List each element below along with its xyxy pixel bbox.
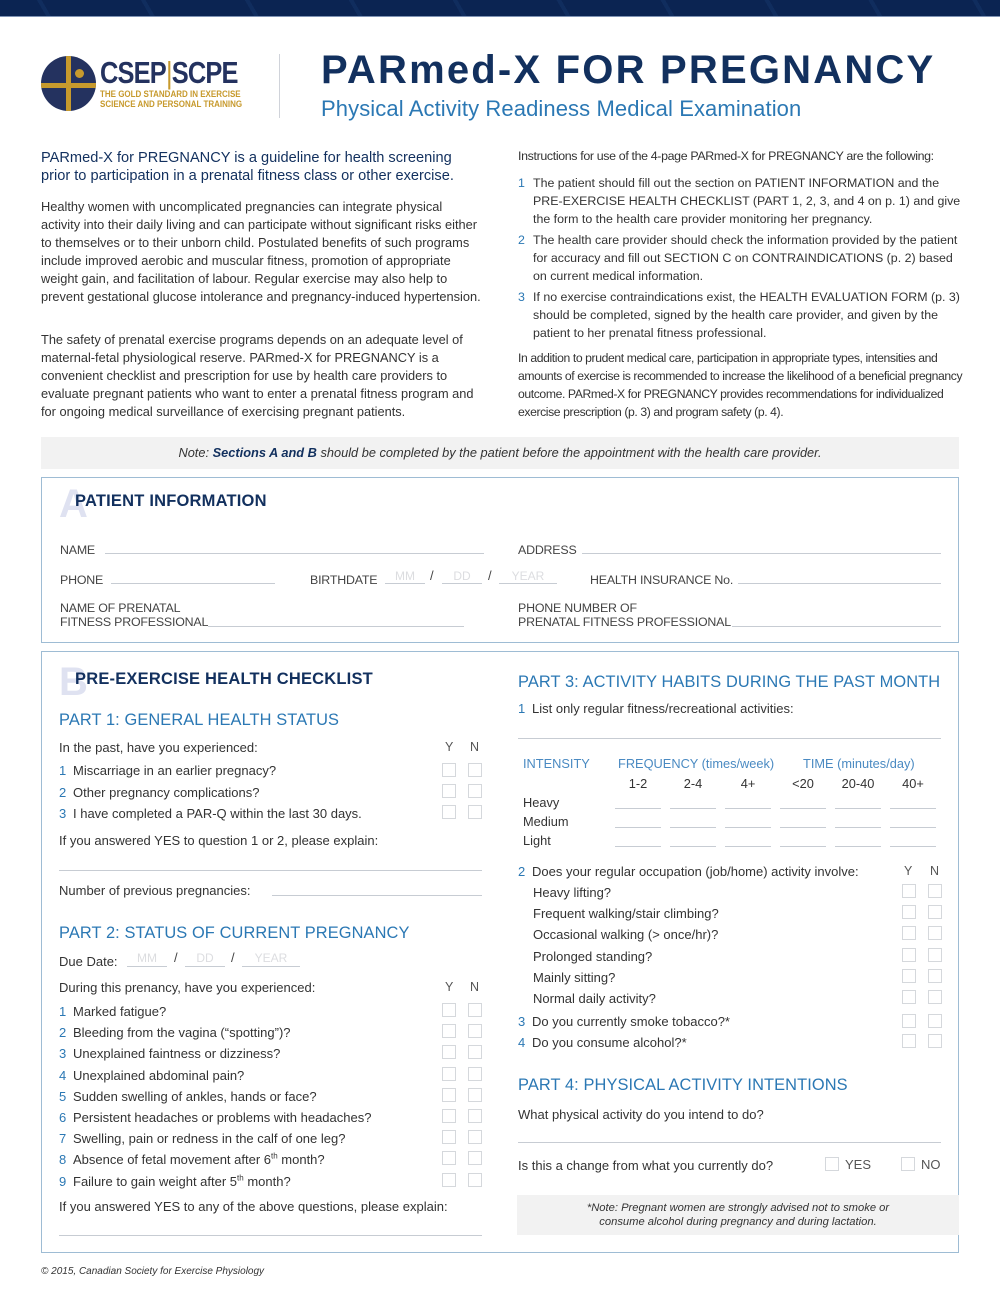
intro-paragraph-1: Healthy women with uncomplicated pregnancies can integrate physical activity into their daily living and can participate without significant risks either to themselves or to their unborn child. Postulated benefits of such programs include improved aerobic and muscular fitness, promotion of appropriate weight gain, and facilitation of labour. Regular exercise may also help to prevent gestational glucose intolerance and pregnancy-induced hypertension. xyxy=(41,199,481,304)
part-2-title: PART 2: STATUS OF CURRENT PREGNANCY xyxy=(59,924,410,942)
change-no-label: NO xyxy=(921,1157,941,1172)
part-2-q3-yes-checkbox[interactable] xyxy=(442,1045,456,1059)
part-2-question xyxy=(59,1174,291,1190)
instructions-footer: In addition to prudent medical care, participation in appropriate types, intensities and amounts of exercise is recommended to increase the likelihood of a beneficial pregnancy outcome. PARmed-X for PREGNANCY provides recommendations for individualized exercise prescription (p. 3) and program safety (p. 4). xyxy=(518,351,963,419)
grid-row-label: Heavy xyxy=(523,795,560,810)
instruction-text: The health care provider should check the information provided by the patient for accuracy and fill out SECTION C on CONTRAINDICATIONS (p. 2) based on current medical information. xyxy=(533,233,958,283)
question-number: 8 xyxy=(59,1152,67,1168)
part-2-question xyxy=(59,1004,166,1020)
instruction-number: 2 xyxy=(518,233,525,247)
yes-header: Y xyxy=(904,864,913,878)
occupation-item-no-checkbox[interactable] xyxy=(928,884,942,898)
question-text: Unexplained faintness or dizziness? xyxy=(73,1046,281,1062)
prenatal-prof-phone-label-1: PHONE NUMBER OF xyxy=(518,601,637,615)
part-2-q2-no-checkbox[interactable] xyxy=(468,1024,482,1038)
part-1-q1-yes-checkbox[interactable] xyxy=(442,763,456,777)
part-1-question xyxy=(59,763,276,779)
part-3-q2 xyxy=(518,864,859,880)
section-b-health-checklist xyxy=(41,651,959,1253)
birthdate-year-field[interactable] xyxy=(499,583,557,584)
yes-header: Y xyxy=(445,980,454,994)
address-label: ADDRESS xyxy=(518,543,577,557)
occupation-item-no-checkbox[interactable] xyxy=(928,926,942,940)
grid-cell-field[interactable] xyxy=(835,808,881,809)
question-text: Persistent headaches or problems with headaches? xyxy=(73,1110,372,1125)
birthdate-year-placeholder: YEAR xyxy=(511,569,545,583)
grid-cell-field[interactable] xyxy=(615,846,661,847)
due-date-label: Due Date: xyxy=(59,954,118,969)
header-divider xyxy=(279,54,280,118)
due-date-dd-placeholder: DD xyxy=(196,951,214,965)
part-2-question xyxy=(59,1025,291,1041)
grid-cell-field[interactable] xyxy=(780,846,826,847)
question-text: Unexplained abdominal pain? xyxy=(73,1067,245,1083)
grid-cell-field[interactable] xyxy=(890,827,936,828)
grid-column-header: 1-2 xyxy=(628,776,648,791)
occupation-item-yes-checkbox[interactable] xyxy=(902,926,916,940)
part-2-question xyxy=(59,1089,317,1105)
section-a-title: PATIENT INFORMATION xyxy=(75,492,267,510)
question-text: Miscarriage in an earlier pregnacy? xyxy=(73,763,277,778)
question-text: Other pregnancy complications? xyxy=(73,785,260,800)
part-2-q9-yes-checkbox[interactable] xyxy=(442,1173,456,1187)
instruction-text: If no exercise contraindications exist, the HEALTH EVALUATION FORM (p. 3) should be completed, signed by the health care provider, and given by the patient to her prenatal fitness professional. xyxy=(533,290,960,340)
prenatal-prof-name-label-1: NAME OF PRENATAL xyxy=(60,601,181,615)
part-2-question xyxy=(59,1131,345,1147)
frequency-header: FREQUENCY (times/week) xyxy=(618,756,775,771)
part-3-q3 xyxy=(518,1014,730,1030)
grid-cell-field[interactable] xyxy=(780,827,826,828)
occupation-item: Prolonged standing? xyxy=(533,948,653,964)
name-label: NAME xyxy=(60,543,95,557)
due-date-year-placeholder: YEAR xyxy=(254,951,288,965)
instruction-number: 3 xyxy=(518,290,525,304)
grid-cell-field[interactable] xyxy=(670,846,716,847)
instruction-text: The patient should fill out the section on PATIENT INFORMATION and the PRE-EXERCISE HEALTH CHECKLIST (PART 1, 2, 3, and 4 on p. 1) and give the form to the health care provider monitoring her pregnancy. xyxy=(533,176,961,226)
grid-cell-field[interactable] xyxy=(890,808,936,809)
grid-cell-field[interactable] xyxy=(780,808,826,809)
question-text: List only regular fitness/recreational activities: xyxy=(532,701,794,716)
question-number: 5 xyxy=(59,1088,67,1104)
instruction-item xyxy=(518,288,963,342)
part-2-q1-yes-checkbox[interactable] xyxy=(442,1003,456,1017)
due-date-year-field[interactable] xyxy=(242,966,300,967)
note-line-1: *Note: Pregnant women are strongly advised not to smoke or xyxy=(586,1202,890,1214)
grid-column-header: 40+ xyxy=(902,776,924,791)
part-3-q4 xyxy=(518,1035,687,1051)
occupation-item-yes-checkbox[interactable] xyxy=(902,905,916,919)
part-2-q9-no-checkbox[interactable] xyxy=(468,1173,482,1187)
question-text: Bleeding from the vagina (“spotting”)? xyxy=(73,1025,291,1041)
no-header: N xyxy=(930,864,940,878)
alcohol-no-checkbox[interactable] xyxy=(928,1034,942,1048)
intensity-header: INTENSITY xyxy=(523,756,590,771)
note-bold: Sections A and B xyxy=(212,445,317,460)
grid-cell-field[interactable] xyxy=(725,808,771,809)
top-banner xyxy=(0,0,1000,17)
part-1-explain-label: If you answered YES to question 1 or 2, please explain: xyxy=(59,833,379,848)
grid-column-header: 20-40 xyxy=(841,776,875,791)
copyright-footer: © 2015, Canadian Society for Exercise Physiology xyxy=(41,1266,265,1277)
question-number: 2 xyxy=(518,864,526,879)
part-2-question xyxy=(59,1110,371,1126)
birthdate-dd-field[interactable] xyxy=(442,583,482,584)
grid-column-header: 4+ xyxy=(740,776,756,791)
occupation-item: Frequent walking/stair climbing? xyxy=(533,906,719,922)
question-text: Does your regular occupation (job/home) activity involve: xyxy=(532,864,859,879)
grid-column-header: 2-4 xyxy=(683,776,703,791)
smoking-alcohol-note xyxy=(517,1195,959,1235)
grid-cell-field[interactable] xyxy=(670,808,716,809)
yes-header: Y xyxy=(445,740,454,754)
date-separator: / xyxy=(174,950,178,965)
change-yes-checkbox[interactable] xyxy=(825,1157,839,1171)
occupation-item: Normal daily activity? xyxy=(533,991,656,1006)
change-no-checkbox[interactable] xyxy=(901,1157,915,1171)
occupation-item-yes-checkbox[interactable] xyxy=(902,990,916,1004)
logo-tagline-2: SCIENCE AND PERSONAL TRAINING xyxy=(100,99,243,109)
time-header: TIME (minutes/day) xyxy=(803,756,915,771)
section-b-title: PRE-EXERCISE HEALTH CHECKLIST xyxy=(75,670,373,688)
part-3-activities-field[interactable] xyxy=(518,738,941,739)
question-text: Marked fatigue? xyxy=(73,1004,167,1019)
occupation-item-yes-checkbox[interactable] xyxy=(902,969,916,983)
page-title: PARmed-X FOR PREGNANCY xyxy=(321,48,936,92)
question-text: Failure to gain weight after 5 xyxy=(73,1173,238,1189)
question-number: 3 xyxy=(59,806,67,821)
health-insurance-label: HEALTH INSURANCE No. xyxy=(590,573,734,587)
part-2-q1-no-checkbox[interactable] xyxy=(468,1003,482,1017)
question-text: Sudden swelling of ankles, hands or face? xyxy=(73,1088,317,1104)
part-2-q7-no-checkbox[interactable] xyxy=(468,1130,482,1144)
question-number: 3 xyxy=(59,1046,67,1062)
grid-cell-field[interactable] xyxy=(725,827,771,828)
part-2-explain-label: If you answered YES to any of the above questions, please explain: xyxy=(59,1199,448,1214)
grid-cell-field[interactable] xyxy=(725,846,771,847)
question-number: 6 xyxy=(59,1110,67,1125)
grid-cell-field[interactable] xyxy=(890,846,936,847)
grid-cell-field[interactable] xyxy=(670,827,716,828)
birthdate-label: BIRTHDATE xyxy=(310,573,378,587)
smoke-no-checkbox[interactable] xyxy=(928,1014,942,1028)
intro-paragraph-2: The safety of prenatal exercise programs depends on an adequate level of maternal-fetal physiological reserve. PARmed-X for PREGNANCY is a convenient checklist and prescription for use by health care providers to evaluate pregnant patients who want to enter a prenatal fitness program and for ongoing medical surveillance of exercising pregnant patients. xyxy=(41,332,474,419)
part-1-q3-no-checkbox[interactable] xyxy=(468,805,482,819)
smoke-yes-checkbox[interactable] xyxy=(902,1014,916,1028)
csep-emblem-icon xyxy=(41,56,96,111)
part-2-question xyxy=(59,1152,325,1168)
part-2-q8-no-checkbox[interactable] xyxy=(468,1151,482,1165)
grid-cell-field[interactable] xyxy=(835,827,881,828)
part-1-explain-field[interactable] xyxy=(59,870,482,871)
question-number: 9 xyxy=(59,1173,67,1189)
part-2-q6-no-checkbox[interactable] xyxy=(468,1109,482,1123)
date-separator: / xyxy=(231,950,235,965)
grid-cell-field[interactable] xyxy=(615,808,661,809)
instruction-number: 1 xyxy=(518,176,525,190)
note-line-2: consume alcohol during pregnancy and during lactation. xyxy=(599,1216,877,1228)
page-subtitle: Physical Activity Readiness Medical Examination xyxy=(321,96,802,121)
question-number: 2 xyxy=(59,785,67,800)
question-number: 3 xyxy=(518,1014,526,1029)
due-date-mm-placeholder: MM xyxy=(137,951,157,965)
question-text: month? xyxy=(277,1152,325,1168)
prenatal-prof-phone-field[interactable] xyxy=(732,626,941,627)
previous-pregnancies-field[interactable] xyxy=(272,895,482,896)
name-field[interactable] xyxy=(105,553,484,554)
logo-word-right: SCPE xyxy=(171,55,238,90)
occupation-item: Mainly sitting? xyxy=(533,969,616,985)
logo-tagline-1: THE GOLD STANDARD IN EXERCISE xyxy=(100,89,241,99)
ordinal-suffix: th xyxy=(237,1173,244,1183)
part-2-q5-no-checkbox[interactable] xyxy=(468,1088,482,1102)
alcohol-yes-checkbox[interactable] xyxy=(902,1034,916,1048)
grid-cell-field[interactable] xyxy=(835,846,881,847)
grid-cell-field[interactable] xyxy=(615,827,661,828)
occupation-item-yes-checkbox[interactable] xyxy=(902,948,916,962)
logo-tagline xyxy=(100,89,242,109)
grid-column-header: <20 xyxy=(792,776,814,791)
question-number: 7 xyxy=(59,1131,67,1147)
due-date-dd-field[interactable] xyxy=(185,966,225,967)
part-2-q2-yes-checkbox[interactable] xyxy=(442,1024,456,1038)
part-4-q2: Is this a change from what you currently do? xyxy=(518,1158,774,1173)
part-1-title: PART 1: GENERAL HEALTH STATUS xyxy=(59,711,340,729)
part-2-q6-yes-checkbox[interactable] xyxy=(442,1109,456,1123)
question-text: I have completed a PAR-Q within the last 30 days. xyxy=(73,806,362,821)
part-2-q7-yes-checkbox[interactable] xyxy=(442,1130,456,1144)
csep-logo xyxy=(41,56,246,114)
intro-lead: PARmed-X for PREGNANCY is a guideline for health screening prior to participation in a prenatal fitness class or other exercise. xyxy=(41,150,454,184)
no-header: N xyxy=(470,980,480,994)
part-4-title: PART 4: PHYSICAL ACTIVITY INTENTIONS xyxy=(518,1076,848,1094)
section-letter-a: A xyxy=(59,482,88,526)
part-3-q1 xyxy=(518,701,794,717)
part-2-question xyxy=(59,1068,244,1084)
question-text: Do you consume alcohol?* xyxy=(532,1035,687,1050)
part-1-prompt: In the past, have you experienced: xyxy=(59,740,258,755)
part-4-q1: What physical activity do you intend to do? xyxy=(518,1107,764,1122)
instruction-item xyxy=(518,174,963,228)
question-number: 2 xyxy=(59,1025,67,1041)
prenatal-prof-name-field[interactable] xyxy=(208,626,464,627)
question-number: 4 xyxy=(59,1067,67,1083)
grid-row-label: Medium xyxy=(523,814,569,829)
note-suffix: should be completed by the patient before the appointment with the health care provider. xyxy=(316,445,822,460)
part-1-q1-no-checkbox[interactable] xyxy=(468,763,482,777)
change-yes-label: YES xyxy=(845,1157,872,1172)
occupation-item-no-checkbox[interactable] xyxy=(928,969,942,983)
occupation-item: Heavy lifting? xyxy=(533,885,612,900)
address-field[interactable] xyxy=(582,553,941,554)
note-prefix: Note: xyxy=(178,445,213,460)
logo-separator: | xyxy=(165,55,172,90)
part-1-q2-no-checkbox[interactable] xyxy=(468,784,482,798)
occupation-item-no-checkbox[interactable] xyxy=(928,990,942,1004)
part-1-question xyxy=(59,806,362,822)
previous-pregnancies-label: Number of previous pregnancies: xyxy=(59,883,251,898)
no-header: N xyxy=(470,740,480,754)
birthdate-mm-field[interactable] xyxy=(385,583,425,584)
question-number: 1 xyxy=(59,763,67,778)
part-3-title: PART 3: ACTIVITY HABITS DURING THE PAST MONTH xyxy=(518,673,941,691)
instruction-item xyxy=(518,231,963,285)
occupation-item: Occasional walking (> once/hr)? xyxy=(533,927,719,943)
question-text: Absence of fetal movement after 6 xyxy=(73,1152,271,1168)
question-number: 1 xyxy=(59,1004,67,1019)
question-number: 1 xyxy=(518,701,526,716)
due-date-mm-field[interactable] xyxy=(127,966,167,967)
grid-row-label: Light xyxy=(523,833,551,848)
part-2-question xyxy=(59,1046,280,1062)
ordinal-suffix: th xyxy=(271,1152,278,1162)
phone-label: PHONE xyxy=(60,573,104,587)
question-text: Do you currently smoke tobacco?* xyxy=(532,1014,730,1029)
section-letter-b: B xyxy=(59,660,88,704)
occupation-item-no-checkbox[interactable] xyxy=(928,905,942,919)
part-1-question xyxy=(59,785,259,801)
occupation-item-no-checkbox[interactable] xyxy=(928,948,942,962)
question-number: 4 xyxy=(518,1035,526,1050)
prenatal-prof-name-label-2: FITNESS PROFESSIONAL xyxy=(60,615,209,629)
health-insurance-field[interactable] xyxy=(738,583,941,584)
part-2-q5-yes-checkbox[interactable] xyxy=(442,1088,456,1102)
occupation-item-yes-checkbox[interactable] xyxy=(902,884,916,898)
prenatal-prof-phone-label-2: PRENATAL FITNESS PROFESSIONAL xyxy=(518,615,731,629)
part-2-explain-field[interactable] xyxy=(59,1235,482,1236)
question-text: Swelling, pain or redness in the calf of one leg? xyxy=(73,1131,346,1147)
birthdate-dd-placeholder: DD xyxy=(453,569,471,583)
part-2-q4-no-checkbox[interactable] xyxy=(468,1067,482,1081)
part-1-q3-yes-checkbox[interactable] xyxy=(442,805,456,819)
part-2-q8-yes-checkbox[interactable] xyxy=(442,1151,456,1165)
part-2-q4-yes-checkbox[interactable] xyxy=(442,1067,456,1081)
section-a-patient-information xyxy=(41,477,959,643)
date-separator: / xyxy=(430,568,434,583)
part-1-q2-yes-checkbox[interactable] xyxy=(442,784,456,798)
instructions-list xyxy=(518,174,963,345)
part-4-intended-activity-field[interactable] xyxy=(518,1142,941,1143)
sections-note xyxy=(41,437,959,469)
part-2-q3-no-checkbox[interactable] xyxy=(468,1045,482,1059)
birthdate-mm-placeholder: MM xyxy=(395,569,415,583)
date-separator: / xyxy=(488,568,492,583)
question-text: month? xyxy=(243,1173,291,1189)
logo-wordmark xyxy=(100,56,238,90)
phone-field[interactable] xyxy=(111,583,275,584)
logo-word-left: CSEP xyxy=(100,55,166,90)
part-2-prompt: During this prenancy, have you experienced: xyxy=(59,980,316,995)
instructions-heading: Instructions for use of the 4-page PARmed-X for PREGNANCY are the following: xyxy=(518,149,934,163)
